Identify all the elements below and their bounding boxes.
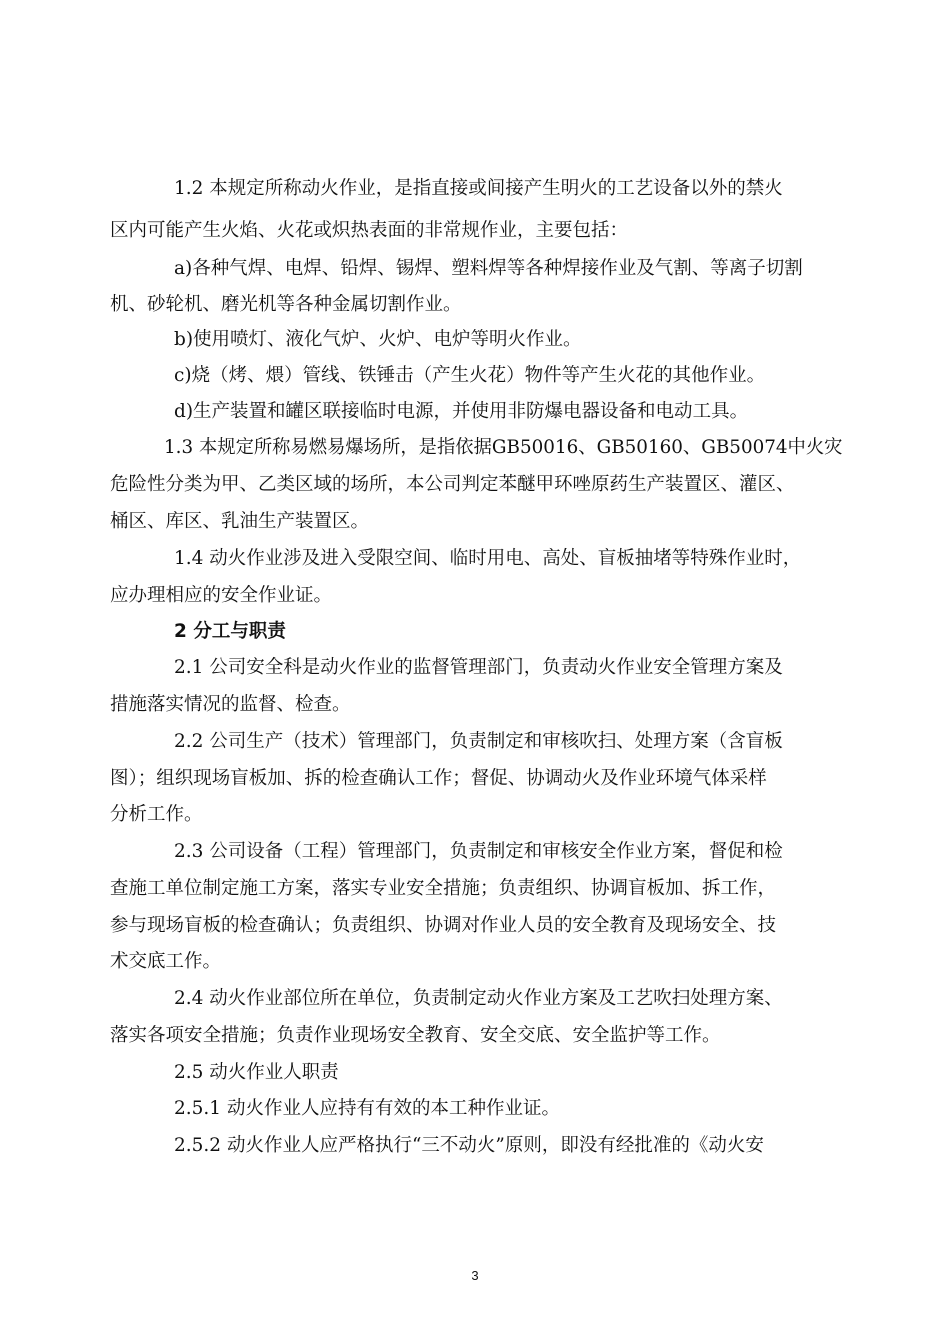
- text-line: c)烧（烤、煨）管线、铁锤击（产生火花）物件等产生火花的其他作业。: [174, 365, 766, 386]
- text-line: 措施落实情况的监督、检查。: [110, 694, 351, 715]
- text-line: 2.2 公司生产（技术）管理部门，负责制定和审核吹扫、处理方案（含盲板: [174, 731, 783, 752]
- text-line: 机、砂轮机、磨光机等各种金属切割作业。: [110, 294, 462, 315]
- text-line: 2.1 公司安全科是动火作业的监督管理部门，负责动火作业安全管理方案及: [174, 657, 783, 678]
- text-line: 2.5.1 动火作业人应持有有效的本工种作业证。: [174, 1098, 560, 1119]
- text-line: 2.5.2 动火作业人应严格执行“三不动火”原则，即没有经批准的《动火安: [174, 1135, 764, 1156]
- text-line: 2.4 动火作业部位所在单位，负责制定动火作业方案及工艺吹扫处理方案、: [174, 988, 783, 1009]
- text-line: 危险性分类为甲、乙类区域的场所，本公司判定苯醚甲环唑原药生产装置区、灌区、: [110, 474, 795, 495]
- text-line: 应办理相应的安全作业证。: [110, 585, 333, 606]
- page-number: 3: [471, 1268, 479, 1283]
- text-line: 桶区、库区、乳油生产装置区。: [110, 511, 370, 532]
- text-line: 区内可能产生火焰、火花或炽热表面的非常规作业，主要包括：: [110, 220, 629, 241]
- text-line: b)使用喷灯、液化气炉、火炉、电炉等明火作业。: [174, 329, 582, 350]
- text-line: 2.3 公司设备（工程）管理部门，负责制定和审核安全作业方案，督促和检: [174, 841, 783, 862]
- text-line: 1.2 本规定所称动火作业，是指直接或间接产生明火的工艺设备以外的禁火: [174, 178, 783, 199]
- section-heading: 2 分工与职责: [174, 621, 286, 642]
- text-line: 图）；组织现场盲板加、拆的检查确认工作；督促、协调动火及作业环境气体采样: [110, 768, 767, 789]
- text-line: 2.5 动火作业人职责: [174, 1062, 339, 1083]
- text-line: 1.3 本规定所称易燃易爆场所，是指依据GB50016、GB50160、GB50074中火灾: [164, 437, 843, 458]
- text-line: 参与现场盲板的检查确认；负责组织、协调对作业人员的安全教育及现场安全、技: [110, 915, 777, 936]
- text-line: 分析工作。: [110, 804, 203, 825]
- text-line: 术交底工作。: [110, 951, 222, 972]
- text-line: 落实各项安全措施；负责作业现场安全教育、安全交底、安全监护等工作。: [110, 1025, 721, 1046]
- text-line: 查施工单位制定施工方案，落实专业安全措施；负责组织、协调盲板加、拆工作，: [110, 878, 777, 899]
- text-line: a)各种气焊、电焊、铅焊、锡焊、塑料焊等各种焊接作业及气割、等离子切割: [174, 258, 803, 279]
- text-line: d)生产装置和罐区联接临时电源，并使用非防爆电器设备和电动工具。: [174, 401, 749, 422]
- text-line: 1.4 动火作业涉及进入受限空间、临时用电、高处、盲板抽堵等特殊作业时，: [174, 548, 802, 569]
